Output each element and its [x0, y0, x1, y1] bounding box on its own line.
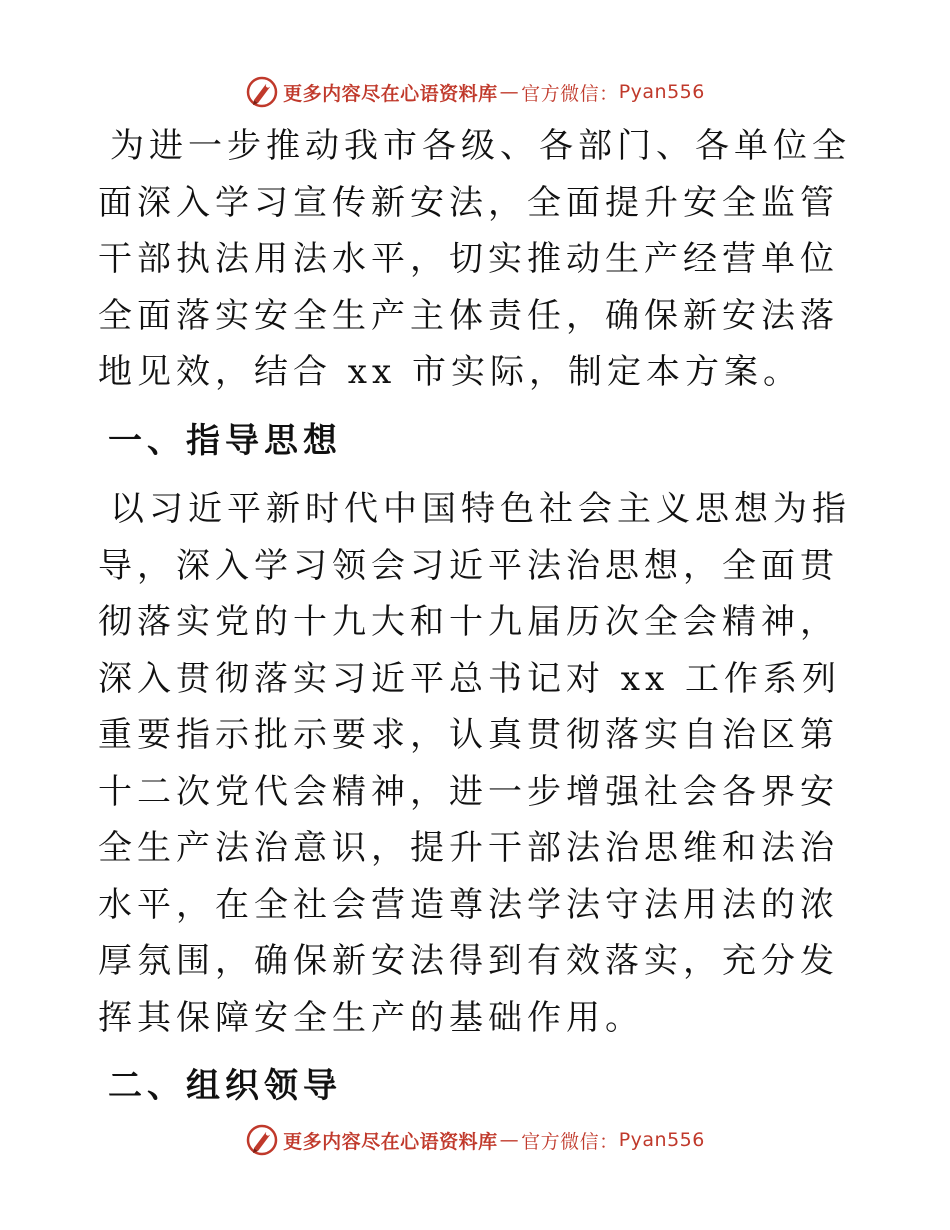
banner-wechat-id: Pyan556: [618, 81, 705, 103]
banner-sub-text: 官方微信：: [521, 1130, 619, 1153]
banner-dash: —: [499, 81, 520, 103]
intro-paragraph: 为进一步推动我市各级、各部门、各单位全面深入学习宣传新安法，全面提升安全监管干部执法用法水平，切实推动生产经营单位全面落实安全生产主体责任，确保新安法落地见效，结合 xx 市实际，制定本方案。: [98, 126, 851, 392]
banner-main-text: 更多内容尽在心语资料库: [283, 82, 498, 105]
banner-main-text: 更多内容尽在心语资料库: [283, 1130, 498, 1153]
banner-sub-text: 官方微信：: [521, 82, 619, 105]
section1-paragraph: 以习近平新时代中国特色社会主义思想为指导，深入学习领会习近平法治思想，全面贯彻落实党的十九大和十九届历次全会精神，深入贯彻落实习近平总书记对 xx 工作系列重要指示批示要求，认真贯彻落实自治区第十二次党代会精神，进一步增强社会各界安全生产法治意识，提升干部法治思维和法治水平，在全社会营造尊法学法守法用法的浓厚氛围，确保新安法得到有效落实，充分发挥其保障安全生产的基础作用。: [98, 489, 851, 1038]
document-body: [98, 118, 858, 1115]
footer-banner: [0, 1120, 950, 1160]
pen-logo-icon: [245, 75, 279, 109]
pen-logo-icon: [245, 1123, 279, 1157]
banner-wechat-id: Pyan556: [618, 1129, 705, 1151]
header-banner: [0, 72, 950, 112]
section2-heading: 二、组织领导: [108, 1066, 342, 1106]
banner-dash: —: [499, 1129, 520, 1151]
section1-heading: 一、指导思想: [108, 420, 342, 461]
